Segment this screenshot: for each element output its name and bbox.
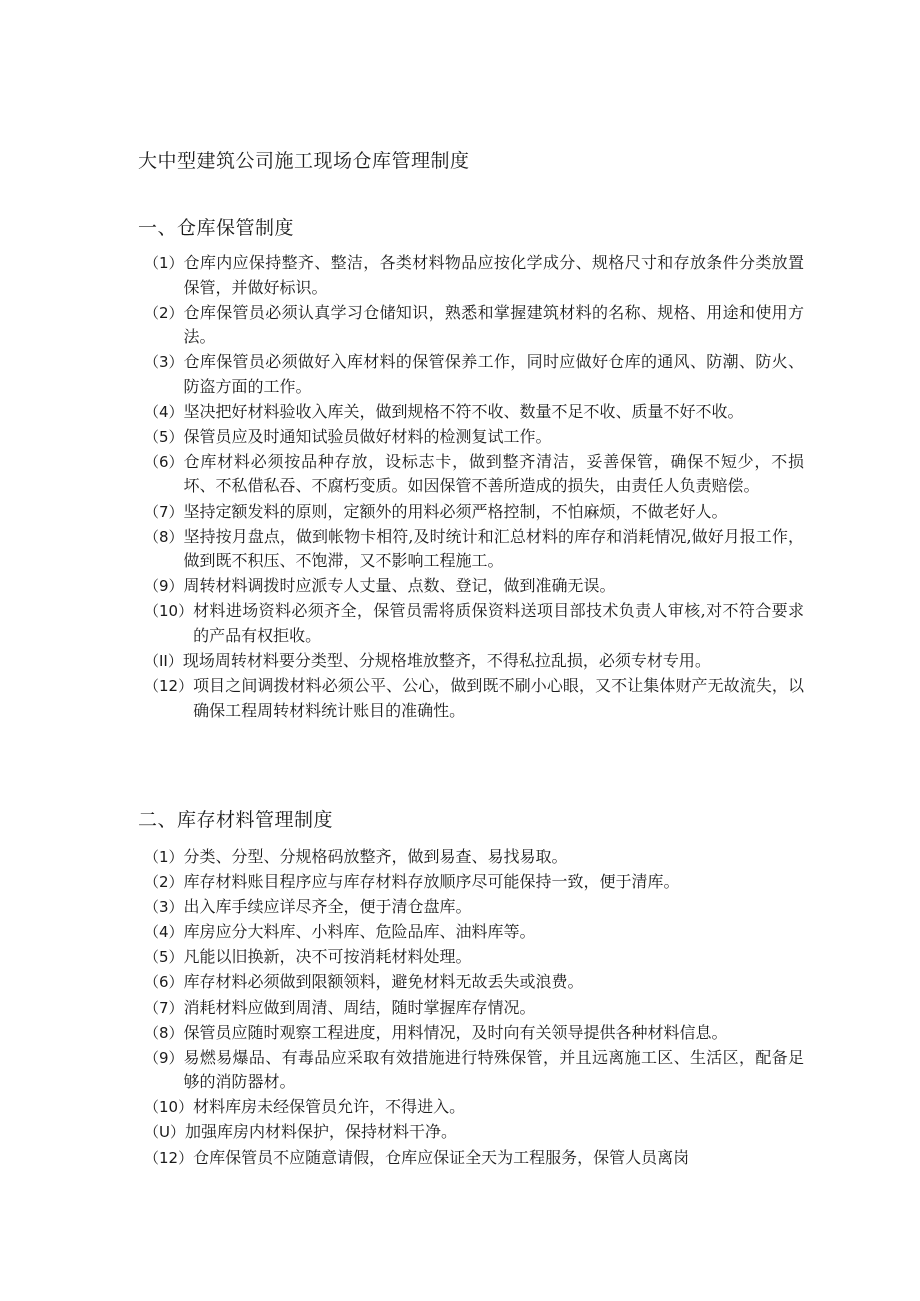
list-item xyxy=(144,450,804,499)
item-text: 周转材料调拨时应派专人丈量、点数、登记，做到准确无误。 xyxy=(183,576,616,596)
item-number: （6） xyxy=(144,452,184,471)
item-number: （7） xyxy=(144,998,184,1017)
list-item xyxy=(144,970,804,995)
list-item xyxy=(144,301,804,350)
item-text: 现场周转材料要分类型、分规格堆放整齐，不得私拉乱损，必须专材专用。 xyxy=(182,650,711,670)
item-number: （4） xyxy=(144,923,184,942)
item-number: （8） xyxy=(144,1023,184,1042)
item-text: 坚决把好材料验收入库关，做到规格不符不收、数量不足不收、质量不好不收。 xyxy=(183,401,744,421)
item-number: （1） xyxy=(144,254,184,272)
list-item xyxy=(144,599,804,648)
item-text: 保管员应及时通知试验员做好材料的检测复试工作。 xyxy=(183,426,552,446)
item-number: （8） xyxy=(144,527,184,546)
item-text: 易燃易爆品、有毒品应采取有效措施进行特殊保管，并且远离施工区、生活区，配备足够的消防器材。 xyxy=(183,1047,804,1092)
list-item xyxy=(144,920,804,945)
item-number: （9） xyxy=(144,577,184,596)
section-heading-inventory: 二、库存材料管理制度 xyxy=(138,809,334,831)
item-number: （12） xyxy=(144,1148,194,1167)
list-item xyxy=(144,895,804,920)
item-number: （1） xyxy=(144,848,184,866)
document-title: 大中型建筑公司施工现场仓库管理制度 xyxy=(138,150,470,172)
list-item xyxy=(144,649,804,674)
item-text: 仓库材料必须按品种存放，设标志卡，做到整齐清洁，妥善保管，确保不短少，不损坏、不私借私吞、不腐朽变质。如因保管不善所造成的损失，由责任人负责赔偿。 xyxy=(183,451,804,496)
item-text: 仓库保管员不应随意请假，仓库应保证全天为工程服务，保管人员离岗 xyxy=(193,1147,690,1167)
list-item xyxy=(144,1120,804,1145)
item-number: （5） xyxy=(144,948,184,967)
list-item xyxy=(144,674,804,723)
item-text: 仓库保管员必须做好入库材料的保管保养工作，同时应做好仓库的通风、防潮、防火、防盗方面的工作。 xyxy=(183,352,804,396)
item-text: 保管员应随时观察工程进度，用料情况，及时向有关领导提供各种材料信息。 xyxy=(183,1022,728,1042)
list-item xyxy=(144,945,804,970)
item-text: 库存材料账目程序应与库存材料存放顺序尽可能保持一致，便于清库。 xyxy=(183,872,680,892)
item-text: 库房应分大料库、小料库、危险品库、油料库等。 xyxy=(183,922,536,942)
list-item xyxy=(144,574,804,599)
item-text: 加强库房内材料保护，保持材料干净。 xyxy=(184,1122,457,1142)
item-number: （5） xyxy=(144,427,184,446)
list-item xyxy=(144,425,804,450)
item-text: 坚持定额发料的原则，定额外的用料必须严格控制，不怕麻烦，不做老好人。 xyxy=(183,501,728,521)
storage-rules-list xyxy=(144,251,804,724)
item-number: （2） xyxy=(144,873,184,892)
item-number: （6） xyxy=(144,973,184,992)
item-text: 材料进场资料必须齐全，保管员需将质保资料送项目部技术负责人审核,对不符合要求的产品有权拒收。 xyxy=(193,601,804,645)
list-item xyxy=(144,350,804,399)
item-number: （9） xyxy=(144,1048,184,1067)
list-item xyxy=(144,500,804,525)
list-item xyxy=(144,845,804,870)
item-text: 材料库房未经保管员允许，不得进入。 xyxy=(193,1097,466,1117)
item-number: （U） xyxy=(144,1123,185,1142)
item-number: （7） xyxy=(144,502,184,521)
item-number: （12） xyxy=(144,677,194,696)
inventory-rules-list xyxy=(144,845,804,1171)
item-text: 分类、分型、分规格码放整齐，做到易查、易找易取。 xyxy=(183,847,568,866)
list-item xyxy=(144,400,804,425)
section-heading-storage: 一、仓库保管制度 xyxy=(138,217,295,239)
list-item xyxy=(144,870,804,895)
item-text: 消耗材料应做到周清、周结，随时掌握库存情况。 xyxy=(183,997,536,1017)
item-text: 项目之间调拨材料必须公平、公心，做到既不刷小心眼，又不让集体财产无故流失，以确保工程周转材料统计账目的准确性。 xyxy=(193,676,804,720)
list-item xyxy=(144,996,804,1021)
list-item xyxy=(144,1021,804,1046)
list-item xyxy=(144,251,804,300)
item-number: （2） xyxy=(144,303,184,322)
item-text: 凡能以旧换新，决不可按消耗材料处理。 xyxy=(183,947,472,967)
list-item xyxy=(144,1095,804,1120)
list-item xyxy=(144,1146,804,1171)
list-item xyxy=(144,525,804,574)
item-text: 出入库手续应详尽齐全，便于清仓盘库。 xyxy=(183,897,472,917)
item-text: 坚持按月盘点，做到帐物卡相符,及时统计和汇总材料的库存和消耗情况,做好月报工作，做到既不积压、不饱滞，又不影响工程施工。 xyxy=(183,526,804,571)
item-number: （10） xyxy=(144,1098,194,1117)
item-text: 仓库保管员必须认真学习仓储知识，熟悉和掌握建筑材料的名称、规格、用途和使用方法。 xyxy=(183,302,804,347)
item-number: （3） xyxy=(144,353,184,372)
item-number: （3） xyxy=(144,898,184,917)
item-number: （10） xyxy=(144,602,194,621)
list-item xyxy=(144,1046,804,1095)
item-text: 库存材料必须做到限额领料，避免材料无故丢失或浪费。 xyxy=(183,972,584,992)
item-number: （II） xyxy=(144,651,183,670)
item-number: （4） xyxy=(144,402,184,421)
item-text: 仓库内应保持整齐、整洁，各类材料物品应按化学成分、规格尺寸和存放条件分类放置保管，并做好标识。 xyxy=(183,253,804,297)
